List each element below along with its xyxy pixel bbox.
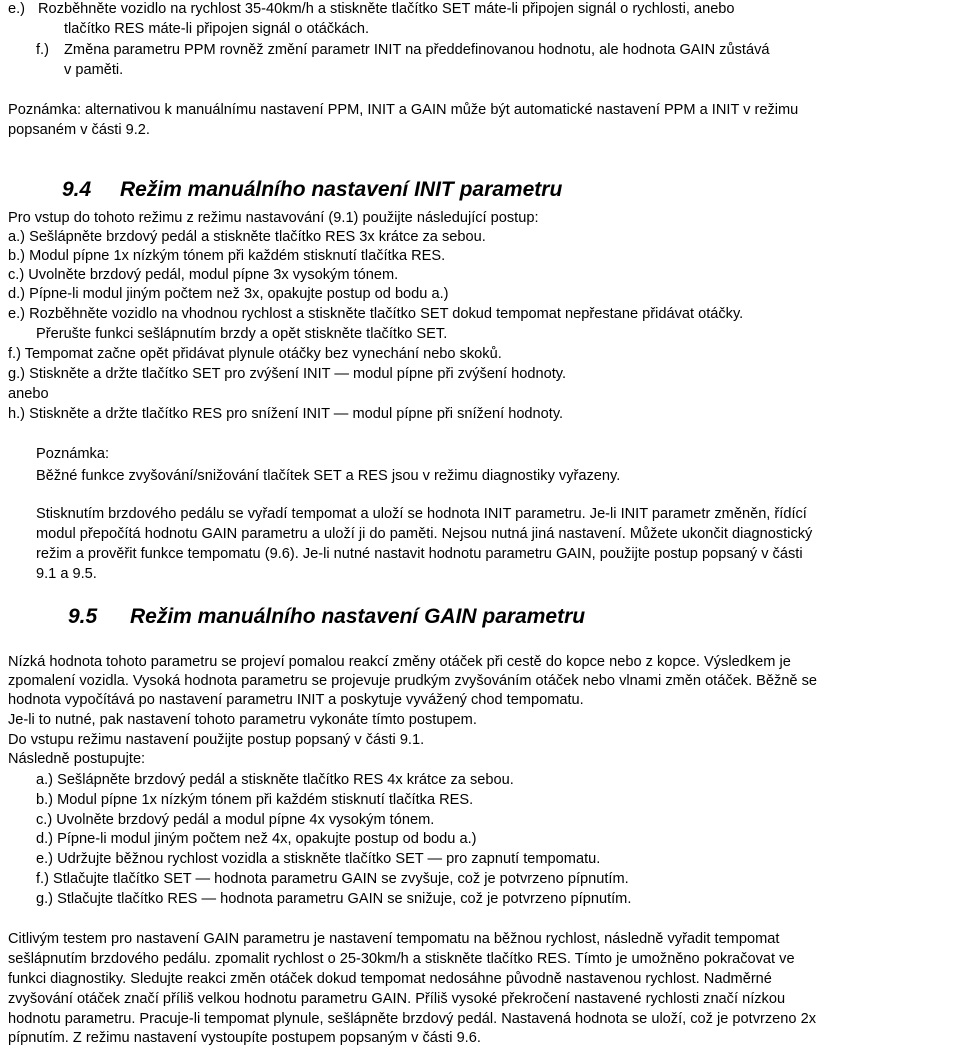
step-c: c.) Uvolněte brzdový pedál, modul pípne 3x vysokým tónem. [8, 267, 399, 283]
step-or: anebo [8, 386, 49, 402]
list-item-e-line2: tlačítko RES máte-li připojen signál o otáčkách. [64, 21, 369, 37]
intro-line-5: Do vstupu režimu nastavení použijte postup popsaný v části 9.1. [8, 732, 425, 748]
intro-line-1: Nízká hodnota tohoto parametru se projeví pomalou reakcí změny otáček při cestě do kopce nebo z kopce. Výsledkem je [8, 654, 791, 670]
section-number: 9.5 [68, 605, 98, 628]
paragraph-line-1: Stisknutím brzdového pedálu se vyřadí tempomat a uloží se hodnota INIT parametru. Je-li INIT parametr změněn, řídící [36, 506, 807, 522]
step-d: d.) Pípne-li modul jiným počtem než 4x, opakujte postup od bodu a.) [36, 831, 477, 847]
step-a: a.) Sešlápněte brzdový pedál a stiskněte tlačítko RES 3x krátce za sebou. [8, 229, 486, 245]
intro-line-3: hodnota vypočítává po nastavení parametru INIT a poskytuje vyvážený chod tempomatu. [8, 692, 584, 708]
paragraph-line-3: funkci diagnostiky. Sledujte reakci změn otáček dokud tempomat nedosáhne původně nastavenou rychlost. Nadměrné [8, 971, 772, 987]
note-line-2: popsaném v části 9.2. [8, 122, 150, 138]
step-f: f.) Stlačujte tlačítko SET — hodnota parametru GAIN se zvyšuje, což je potvrzeno pípnutím. [36, 871, 629, 887]
list-label-f: f.) [36, 42, 49, 58]
section-title: Režim manuálního nastavení GAIN parametru [130, 605, 586, 628]
step-e: e.) Udržujte běžnou rychlost vozidla a stiskněte tlačítko SET — pro zapnutí tempomatu. [36, 851, 601, 867]
paragraph-line-2: sešlápnutím brzdového pedálu. zpomalit rychlost o 25-30km/h a stiskněte tlačítko RES. Tímto je umožněno pokračovat ve [8, 951, 795, 967]
list-item-f-line2: v paměti. [64, 62, 124, 78]
step-f: f.) Tempomat začne opět přidávat plynule otáčky bez vynechání nebo skoků. [8, 346, 502, 362]
paragraph-line-4: zvyšování otáček značí příliš velkou hodnotu parametru GAIN. Příliš vysoké překročení nastavené rychlosti značí nízkou [8, 991, 786, 1007]
paragraph-line-4: 9.1 a 9.5. [36, 566, 97, 582]
intro-line-4: Je-li to nutné, pak nastavení tohoto parametru vykonáte tímto postupem. [8, 712, 477, 728]
step-g: g.) Stlačujte tlačítko RES — hodnota parametru GAIN se snižuje, což je potvrzeno pípnutím. [36, 891, 632, 907]
step-e-continued: Přerušte funkci sešlápnutím brzdy a opět stiskněte tlačítko SET. [36, 326, 448, 342]
step-h: h.) Stiskněte a držte tlačítko RES pro snížení INIT — modul pípne při snížení hodnoty. [8, 406, 564, 422]
step-b: b.) Modul pípne 1x nízkým tónem při každém stisknutí tlačítka RES. [36, 792, 474, 808]
intro-line-2: zpomalení vozidla. Vysoká hodnota parametru se projevuje prudkým zvyšováním otáček nebo vlnami změn otáček. Běžně se [8, 673, 818, 689]
intro-line-6: Následně postupujte: [8, 751, 146, 767]
step-b: b.) Modul pípne 1x nízkým tónem při každém stisknutí tlačítka RES. [8, 248, 446, 264]
step-e: e.) Rozběhněte vozidlo na vhodnou rychlost a stiskněte tlačítko SET dokud tempomat nepřestane přidávat otáčky. [8, 306, 744, 322]
note-label: Poznámka: [36, 446, 110, 462]
note-text: Běžné funkce zvyšování/snižování tlačítek SET a RES jsou v režimu diagnostiky vyřazeny. [36, 468, 621, 484]
step-g: g.) Stiskněte a držte tlačítko SET pro zvýšení INIT — modul pípne při zvýšení hodnoty. [8, 366, 567, 382]
section-intro: Pro vstup do tohoto režimu z režimu nastavování (9.1) použijte následující postup: [8, 210, 539, 226]
list-label-e: e.) [8, 1, 26, 17]
paragraph-line-2: modul přepočítá hodnotu GAIN parametru a uloží ji do paměti. Nejsou nutná jiná nastavení. Můžete ukončit diagnostický [36, 526, 813, 542]
paragraph-line-6: pípnutím. Z režimu nastavení vystoupíte postupem popsaným v části 9.6. [8, 1030, 481, 1046]
step-d: d.) Pípne-li modul jiným počtem než 3x, opakujte postup od bodu a.) [8, 286, 449, 302]
section-number: 9.4 [62, 178, 92, 201]
list-item-f-line1: Změna parametru PPM rovněž změní parametr INIT na předdefinovanou hodnotu, ale hodnota GAIN zůstává [64, 42, 770, 58]
step-a: a.) Sešlápněte brzdový pedál a stiskněte tlačítko RES 4x krátce za sebou. [36, 772, 514, 788]
section-heading-9-5 [68, 605, 585, 629]
note-line-1: Poznámka: alternativou k manuálnímu nastavení PPM, INIT a GAIN může být automatické nastavení PPM a INIT v režimu [8, 102, 799, 118]
list-item-e-line1: Rozběhněte vozidlo na rychlost 35-40km/h a stiskněte tlačítko SET máte-li připojen signál o rychlosti, anebo [38, 1, 735, 17]
section-heading-9-4 [62, 178, 562, 202]
paragraph-line-5: hodnotu parametru. Pracuje-li tempomat plynule, sešlápněte brzdový pedál. Nastavená hodnota se uloží, což je potvrzeno 2x [8, 1011, 816, 1027]
paragraph-line-3: režim a prověřit funkce tempomatu (9.6). Je-li nutné nastavit hodnotu parametru GAIN, použijte postup popsaný v části [36, 546, 803, 562]
section-title: Režim manuálního nastavení INIT parametru [120, 178, 563, 201]
step-c: c.) Uvolněte brzdový pedál a modul pípne 4x vysokým tónem. [36, 812, 435, 828]
paragraph-line-1: Citlivým testem pro nastavení GAIN parametru je nastavení tempomatu na běžnou rychlost, následně vyřadit tempomat [8, 931, 780, 947]
